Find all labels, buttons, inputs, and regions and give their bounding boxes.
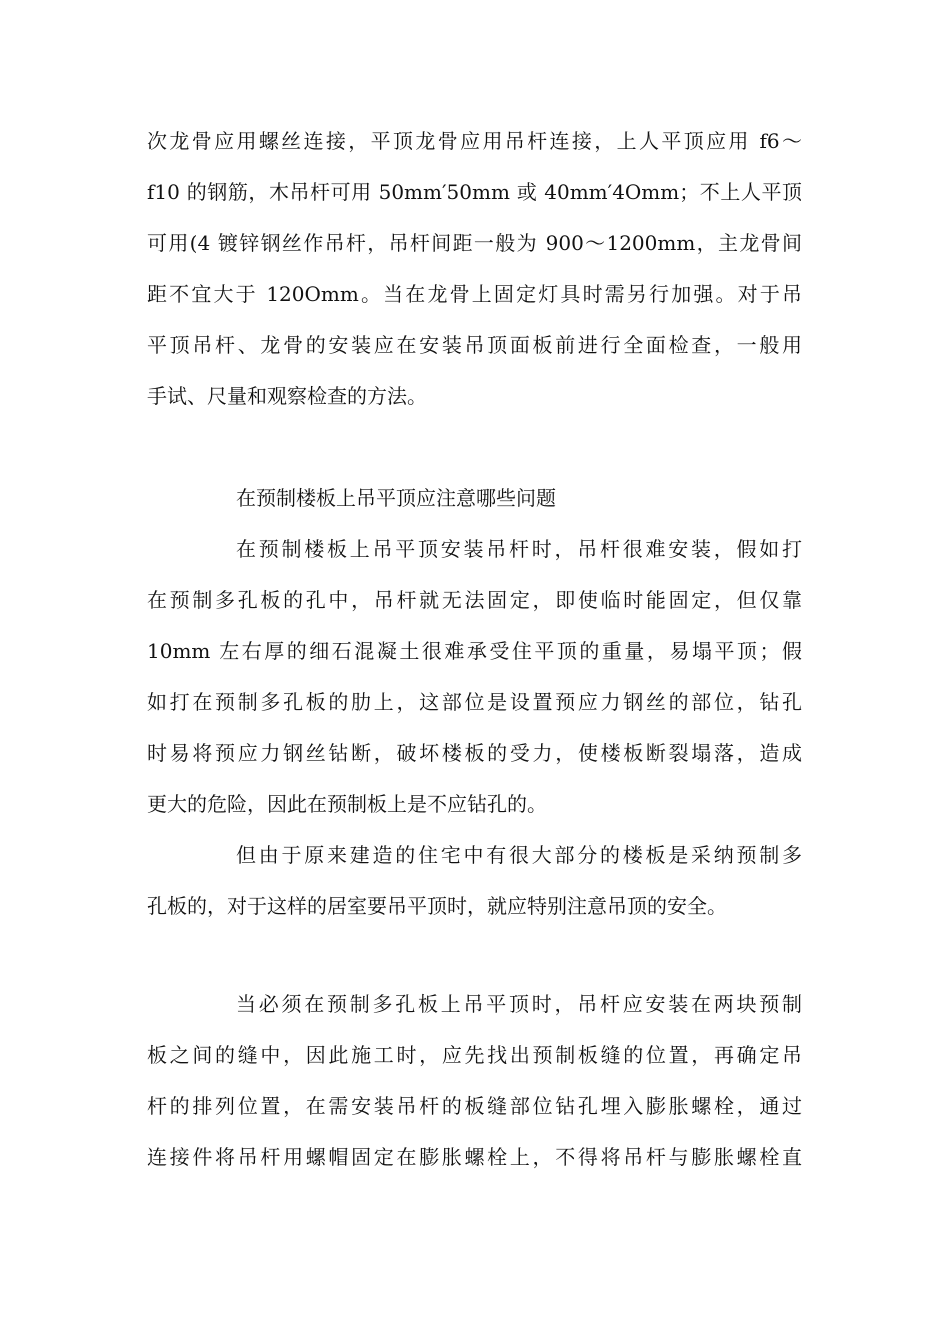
paragraph-2-line-4: 如打在预制多孔板的肋上，这部位是设置预应力钢丝的部位，钻孔 (147, 690, 802, 714)
paragraph-4-line-1: 当必须在预制多孔板上吊平顶时，吊杆应安装在两块预制 (236, 992, 802, 1016)
paragraph-2-line-6: 更大的危险，因此在预制板上是不应钻孔的。 (147, 792, 547, 816)
paragraph-1-line-4: 距不宜大于 120Omm。当在龙骨上固定灯具时需另行加强。对于吊 (147, 282, 802, 306)
paragraph-4-line-2: 板之间的缝中，因此施工时，应先找出预制板缝的位置，再确定吊 (147, 1043, 802, 1067)
paragraph-4-line-4: 连接件将吊杆用螺帽固定在膨胀螺栓上，不得将吊杆与膨胀螺栓直 (147, 1145, 802, 1169)
paragraph-3-line-1: 但由于原来建造的住宅中有很大部分的楼板是采纳预制多 (236, 843, 802, 867)
paragraph-2-line-1: 在预制楼板上吊平顶安装吊杆时，吊杆很难安装，假如打 (236, 537, 802, 561)
paragraph-1-line-1: 次龙骨应用螺丝连接，平顶龙骨应用吊杆连接，上人平顶应用 f6～ (147, 129, 802, 153)
paragraph-4-line-3: 杆的排列位置，在需安装吊杆的板缝部位钻孔埋入膨胀螺栓，通过 (147, 1094, 802, 1118)
paragraph-3-line-2: 孔板的，对于这样的居室要吊平顶时，就应特别注意吊顶的安全。 (147, 894, 727, 918)
section-heading: 在预制楼板上吊平顶应注意哪些问题 (236, 486, 556, 510)
paragraph-1-line-2: f10 的钢筋，木吊杆可用 50mm′50mm 或 40mm′4Omm；不上人平顶 (147, 180, 802, 204)
paragraph-2-line-2: 在预制多孔板的孔中，吊杆就无法固定，即使临时能固定，但仅靠 (147, 588, 802, 612)
paragraph-2-line-3: 10mm 左右厚的细石混凝土很难承受住平顶的重量，易塌平顶；假 (147, 639, 802, 663)
paragraph-2-line-5: 时易将预应力钢丝钻断，破坏楼板的受力，使楼板断裂塌落，造成 (147, 741, 802, 765)
paragraph-1-line-6: 手试、尺量和观察检查的方法。 (147, 384, 427, 408)
paragraph-1-line-5: 平顶吊杆、龙骨的安装应在安装吊顶面板前进行全面检查，一般用 (147, 333, 802, 357)
paragraph-1-line-3: 可用(4 镀锌钢丝作吊杆，吊杆间距一般为 900～1200mm，主龙骨间 (147, 231, 802, 255)
